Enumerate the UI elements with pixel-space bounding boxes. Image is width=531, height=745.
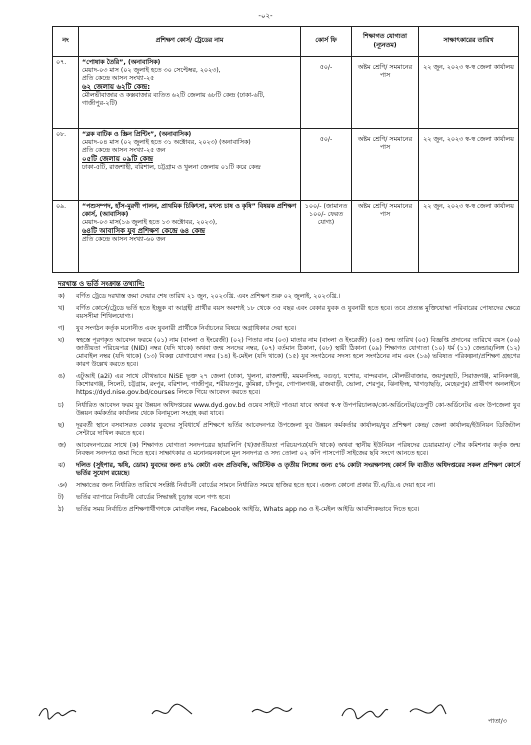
course-qualification: অষ্টম শ্রেণি/ সমমানের পাস [352,57,419,129]
course-note: প্রতি কেন্দ্রে আসন সংখ্যা-৬০ জন [82,236,166,244]
list-item [58,373,520,397]
item-text: স্বহস্তে পূরণকৃত আবেদন ফরমে (০১) নাম (বাংলা ও ইংরেজী) (০২) পিতার নাম (০৩) মাতার নাম (বাংলা ও ইংরেজী) (০৪) জন্ম তারিখ (০৫) বিজ্ঞপ্তি প্রদানের তারিখে বয়স (০৬) জাতীয়তা পরিচয়পত্র (NID) নম্বর (যদি থাকে) অথবা জন্ম সনদের নম্বর, (০৭) বর্তমান ঠিকানা, (০৮) স্থায়ী ঠিকানা (০৯) শিক্ষাগত যোগ্যতা (১০) ধর্ম (১১) জেন্ডার/লিঙ্গ (১২) মোবাইল নম্বর (যদি থাকে) (১৩) বিকল্প যোগাযোগ নম্বর (১৪) ই-মেইল (যদি থাকে) (১৫) যুব সংগঠনের সদস্য হলে সংগঠনের নাম এবং (১৬) ভবিষ্যত পরিকল্পনা/প্রশিক্ষণ গ্রহণের কারণ উল্লেখ করতে হবে। [76,337,520,369]
item-text: আবেদনপত্রের সাথে (ক) শিক্ষাগত যোগ্যতা সনদপত্রের ছায়ালিপি (খ)জাতীয়তা পরিচয়পত্র(যদি থাকে) অথবা স্থানীয় ইউনিয়ন পরিষদের চেয়ারম্যান/ পৌর কমিশনার কর্তৃক জন্ম নিবন্ধন সনদপত্র জমা দিতে হবে। সাক্ষাৎকার ও মনোনয়নকালে মূল সনদপত্র ও সদ্য তোলা ০২ কপি পাসপোর্ট সাইজের ছবি সংগে আনতে হবে। [76,441,520,457]
list-item [58,462,520,478]
course-centers: ০৫টি জেলায় ০৯টি কেন্দ্র [82,155,154,164]
initial-signature [150,702,194,722]
item-label: ট) [58,493,64,501]
item-label: চ) [58,401,64,409]
item-text: দূরবর্তী স্থানে বসবাসরত বেকার যুবদের সুবিধার্থে প্রশিক্ষণে ভর্তির আবেদনপত্র উপজেলা যুব উন্নয়ন কর্মকর্তার কার্যালয়/যুব প্রশিক্ষণ কেন্দ্র/ জেলা কার্যালয়/ইউনিয়ন ডিজিটাল সেন্টারে দাখিল করতে হবে। [76,421,520,437]
item-label: ঙ) [58,373,66,381]
list-item [58,482,520,490]
header-qualification: শিক্ষাগত যোগ্যতা (ন্যূনতম) [352,27,419,57]
initial-signature [36,702,80,722]
list-item [58,402,520,418]
course-note: ঢাকা-৫টি, রাজশাহী, বরিশাল, চট্টগ্রাম ও খুলনা জেলায় ০১টি করে কেন্দ্র [82,164,261,172]
interview-date: ২২ জুন, ২০২৩ স্ব-স্ব জেলা কার্যালয় [419,57,519,129]
course-qualification: অষ্টম শ্রেণি/ সমমানের পাস [352,129,419,201]
item-text: বর্ণিত ট্রেডে দরখাস্ত জমা দেয়ার শেষ তারিখ ২১ জুন, ২০২৩খ্রি. এবং প্রশিক্ষণ শুরু ০২ জুলাই, ২০২৩খ্রি.। [76,293,341,300]
list-item [58,337,520,369]
rules-list [58,293,520,518]
item-text: দলিত (সুইপার, ঋষি, ডোম) যুবদের জন্য ৪% কোটা এবং প্রতিবন্ধি, অটিস্টিক ও তৃতীয় লিঙ্গের জন্য ৫% কোটা সংরক্ষণসহ কোর্স ফি ব্যতীত অধিদপ্তরের সকল প্রশিক্ষণ কোর্সে ভর্তির সুযোগ রয়েছে। [76,461,520,477]
header-interview-date: সাক্ষাৎকারের তারিখ [419,27,519,57]
course-title: “ব্লক বাটিক ও স্ক্রিন প্রিন্টিং”, (অনাবাসিক) [82,131,192,138]
course-cell [79,201,301,273]
list-item [58,506,520,514]
item-text: ভর্তির ব্যাপারে নির্বাচনী বোর্ডের সিদ্ধান্তই চূড়ান্ত বলে গণ্য হবে। [76,493,231,501]
item-text: নির্ধারিত আবেদন ফরম যুব উন্নয়ন অধিদপ্তরের www.dyd.gov.bd ওয়েব সাইটে পাওয়া যাবে অথবা স্ব-স্ব উপপরিচালক/কো-অর্ডিনেটর/ডেপুটি কো-অর্ডিনেটর এবং উপজেলা যুব উন্নয়ন কর্মকর্তার কার্যালয় থেকে বিনামূল্যে সংগ্রহ করা যাবে। [76,401,520,417]
table-header-row [53,27,519,57]
item-label: খ) [58,305,65,313]
header-no: নং [53,27,79,57]
row-number: ০৯. [53,201,79,273]
row-number: ০৮. [53,129,79,201]
course-table [52,26,519,273]
course-fee: ১০০/- (জামানত ১০০/- ফেরত যোগ্য) [301,201,352,273]
course-centers: ৬২ জেলায় ৬২টি কেন্দ্র: [82,83,151,92]
course-cell [79,57,301,129]
course-detail: মেয়াদ-০৩ মাস(১৬ জুলাই হতে ১৩ অক্টোবর, ২০২৩), [82,219,218,227]
header-fee: কোর্স ফি [301,27,352,57]
list-item [58,494,520,502]
initial-signature [250,702,294,722]
item-label: জ) [58,441,67,449]
course-cell [79,129,301,201]
course-fee: ৫০/- [301,57,352,129]
course-detail: মেয়াদ-০৩ মাস (০২ জুলাই হতে ৩০ সেপ্টেম্বর, ২০২৩), [82,67,221,75]
course-fee: ৫০/- [301,129,352,201]
course-qualification: অষ্টম শ্রেণি/ সমমানের পাস [352,201,419,273]
course-title: “পশুসম্পদ, হাঁস-মুরগী পালন, প্রাথমিক চিকিৎসা, মৎস্য চাষ ও কৃষি” বিষয়ক প্রশিক্ষণ কোর্স, (আবাসিক) [82,203,297,219]
header-course-name: প্রশিক্ষণ কোর্স/ ট্রেডের নাম [79,27,301,57]
item-label: ঠ) [58,505,64,513]
rules-title: দরখাস্ত ও ভর্তি সংক্রান্ত তথ্যাদি: [58,280,145,288]
page-number: -০২- [258,12,273,20]
item-label: ঘ) [58,337,65,345]
course-detail: প্রতি কেন্দ্রে আসন সংখ্যা-২৫ [82,75,155,83]
course-detail: মেয়াদ-০৪ মাস (০২ জুলাই হতে ৩১ অক্টোবর, ২০২৩) (অনাবাসিক) [82,139,251,147]
item-text: যুব সংগঠন কর্তৃক মনোনীত এবং যুবনারী প্রার্থীকে নির্বাচনের বিষয়ে অগ্রাধিকার দেয়া হবে। [76,325,297,333]
interview-date: ২২ জুন, ২০২৩ স্ব-স্ব জেলা কার্যালয় [419,129,519,201]
item-text: বর্ণিত কোর্সে/ট্রেডে ভর্তি হতে ইচ্ছুক বা আগ্রহী প্রার্থীর বয়স অবশ্যই ১৮ থেকে ৩৫ বছর এবং বেকার যুবক ও যুবনারী হতে হবে। তবে প্রত্যন্ত মুক্তিযোদ্ধা পরিবারের পোষ্যদের ক্ষেত্রে বয়সসীমা শিথিলযোগ্য। [76,305,520,321]
course-title: “পোষাক তৈরি”, (অনাবাসিক) [82,59,161,66]
list-item [58,293,520,301]
item-text: এটুআই (a2i) এর সাথে যৌথভাবে NiSE ভূক্ত ২৭ জেলা (ঢাকা, খুলনা, রাজশাহী, ময়মনসিংহ, বগুড়া, যশোর, বান্দরবান, মৌলভীবাজার, জয়পুরহাট, সিরাজগঞ্জ, মানিকগঞ্জ, কিশোরগঞ্জ, সিলেট, চট্টগ্রাম, রংপুর, বরিশাল, গাজীপুর, শরীয়তপুর, কুমিল্লা, চাঁদপুর, গোপালগঞ্জ, রাজবাড়ী, ভোলা, শেরপুর, ঝিনাইদহ, খাগড়াছড়ি, মেহেরপুর) প্রার্থীগণ অনলাইনে https://dyd.nise.gov.bd/courses লিংকে গিয়ে আবেদন করতে হবে। [76,373,520,397]
list-item [58,422,520,438]
list-item [58,442,520,458]
course-detail: প্রতি কেন্দ্রে আসন সংখ্যা-২৫ জন [82,147,166,155]
item-label: ঝ) [58,461,66,469]
item-label: ছ) [58,421,65,429]
item-label: ঞ) [58,481,68,489]
initial-signature [408,702,448,722]
item-text: সাক্ষাতের জন্য নির্ধারিত তারিখে সংশ্লিষ্ট নির্বাচনী বোর্ডের সামনে নির্ধারিত সময়ে হাজির হতে হবে। এজন্য কোনো প্রকার টি.এ/ডি.এ দেয়া হবে না। [76,481,436,489]
list-item [58,305,520,321]
table-row [53,201,519,273]
list-item [58,325,520,333]
interview-date: ২২ জুন, ২০২৩ স্ব-স্ব জেলা কার্যালয় [419,201,519,273]
initial-signature [340,702,390,722]
row-number: ০৭. [53,57,79,129]
table-row [53,129,519,201]
course-centers: ৬৪টি আবাসিক যুব প্রশিক্ষণ কেন্দ্রে ৬৪ কেন্দ্র [82,227,206,236]
table-row [53,57,519,129]
item-label: গ) [58,325,65,333]
item-label: ক) [58,293,65,300]
course-note: মৌলভীবাজার ও কক্সবাজার ব্যতিত ৬২টি জেলায় ৬৮টি কেন্দ্র (ঢাকা-৬টি, গাজীপুর-২টি) [82,92,265,108]
item-text: ভর্তির সময় নির্বাচিত প্রশিক্ষণার্থীগণকে মোবাইল নম্বর, Facebook আইডি, Whats app no ও ই-মেইল আইডি আবশ্যিকভাবে দিতে হবে। [76,505,420,513]
page-continue-note: পাতা/৩ [488,718,507,725]
